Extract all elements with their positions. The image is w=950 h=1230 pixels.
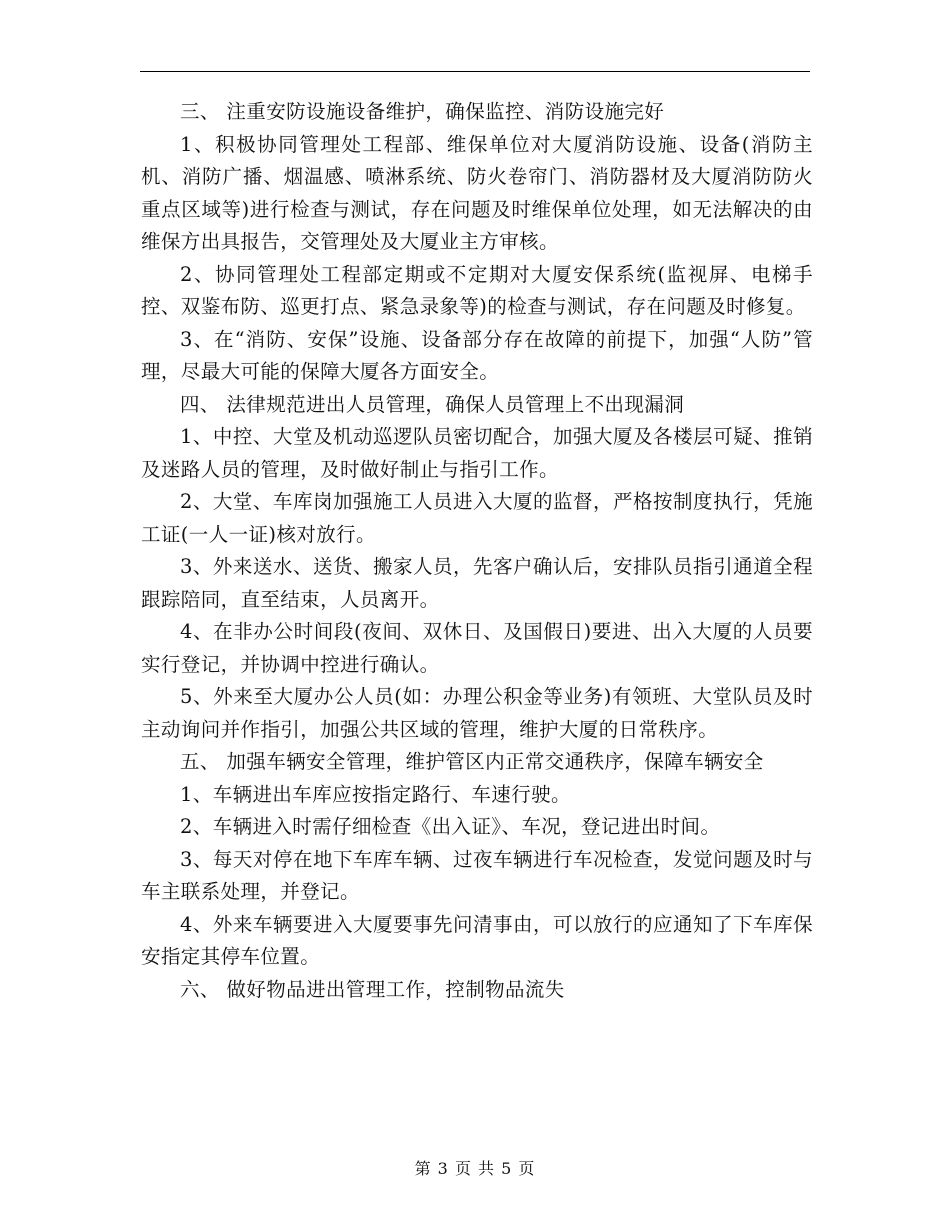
paragraph: 4、在非办公时间段(夜间、双休日、及国假日)要进、出入大厦的人员要实行登记，并协调中控进行确认。 xyxy=(141,620,813,676)
paragraph: 1、积极协同管理处工程部、维保单位对大厦消防设施、设备(消防主机、消防广播、烟温感、喷淋系统、防火卷帘门、消防器材及大厦消防防火重点区域等)进行检查与测试，存在问题及时维保单位处理，如无法解决的由维保方出具报告，交管理处及大厦业主方审核。 xyxy=(141,132,813,253)
paragraph: 2、协同管理处工程部定期或不定期对大厦安保系统(监视屏、电梯手控、双鉴布防、巡更打点、紧急录象等)的检查与测试，存在问题及时修复。 xyxy=(141,262,813,318)
page-number-footer: 第 3 页 共 5 页 xyxy=(414,1159,536,1178)
paragraph: 1、车辆进出车库应按指定路行、车速行驶。 xyxy=(180,782,571,806)
section-heading-4: 四、 法律规范进出人员管理，确保人员管理上不出现漏洞 xyxy=(180,392,685,416)
section-heading-6: 六、 做好物品进出管理工作，控制物品流失 xyxy=(180,977,565,1001)
paragraph: 2、大堂、车库岗加强施工人员进入大厦的监督，严格按制度执行，凭施工证(一人一证)核对放行。 xyxy=(141,490,813,546)
section-heading-5: 五、 加强车辆安全管理，维护管区内正常交通秩序，保障车辆安全 xyxy=(180,750,764,773)
paragraph: 5、外来至大厦办公人员(如：办理公积金等业务)有领班、大堂队员及时主动询问并作指引，加强公共区域的管理，维护大厦的日常秩序。 xyxy=(141,685,813,741)
paragraph: 4、外来车辆要进入大厦要事先问清事由，可以放行的应通知了下车库保安指定其停车位置。 xyxy=(141,912,813,968)
document-body xyxy=(141,96,813,1006)
paragraph: 3、每天对停在地下车库车辆、过夜车辆进行车况检查，发觉问题及时与车主联系处理，并登记。 xyxy=(141,847,813,903)
paragraph: 2、车辆进入时需仔细检查《出入证》、车况，登记进出时间。 xyxy=(180,815,721,838)
section-heading-3: 三、 注重安防设施设备维护，确保监控、消防设施完好 xyxy=(180,100,665,123)
paragraph: 3、外来送水、送货、搬家人员，先客户确认后，安排队员指引通道全程跟踪陪同，直至结束，人员离开。 xyxy=(141,555,813,611)
header-rule xyxy=(140,71,810,72)
paragraph: 1、中控、大堂及机动巡逻队员密切配合，加强大厦及各楼层可疑、推销及迷路人员的管理，及时做好制止与指引工作。 xyxy=(141,425,813,481)
paragraph: 3、在“消防、安保”设施、设备部分存在故障的前提下，加强“人防”管理，尽最大可能的保障大厦各方面安全。 xyxy=(141,327,813,383)
